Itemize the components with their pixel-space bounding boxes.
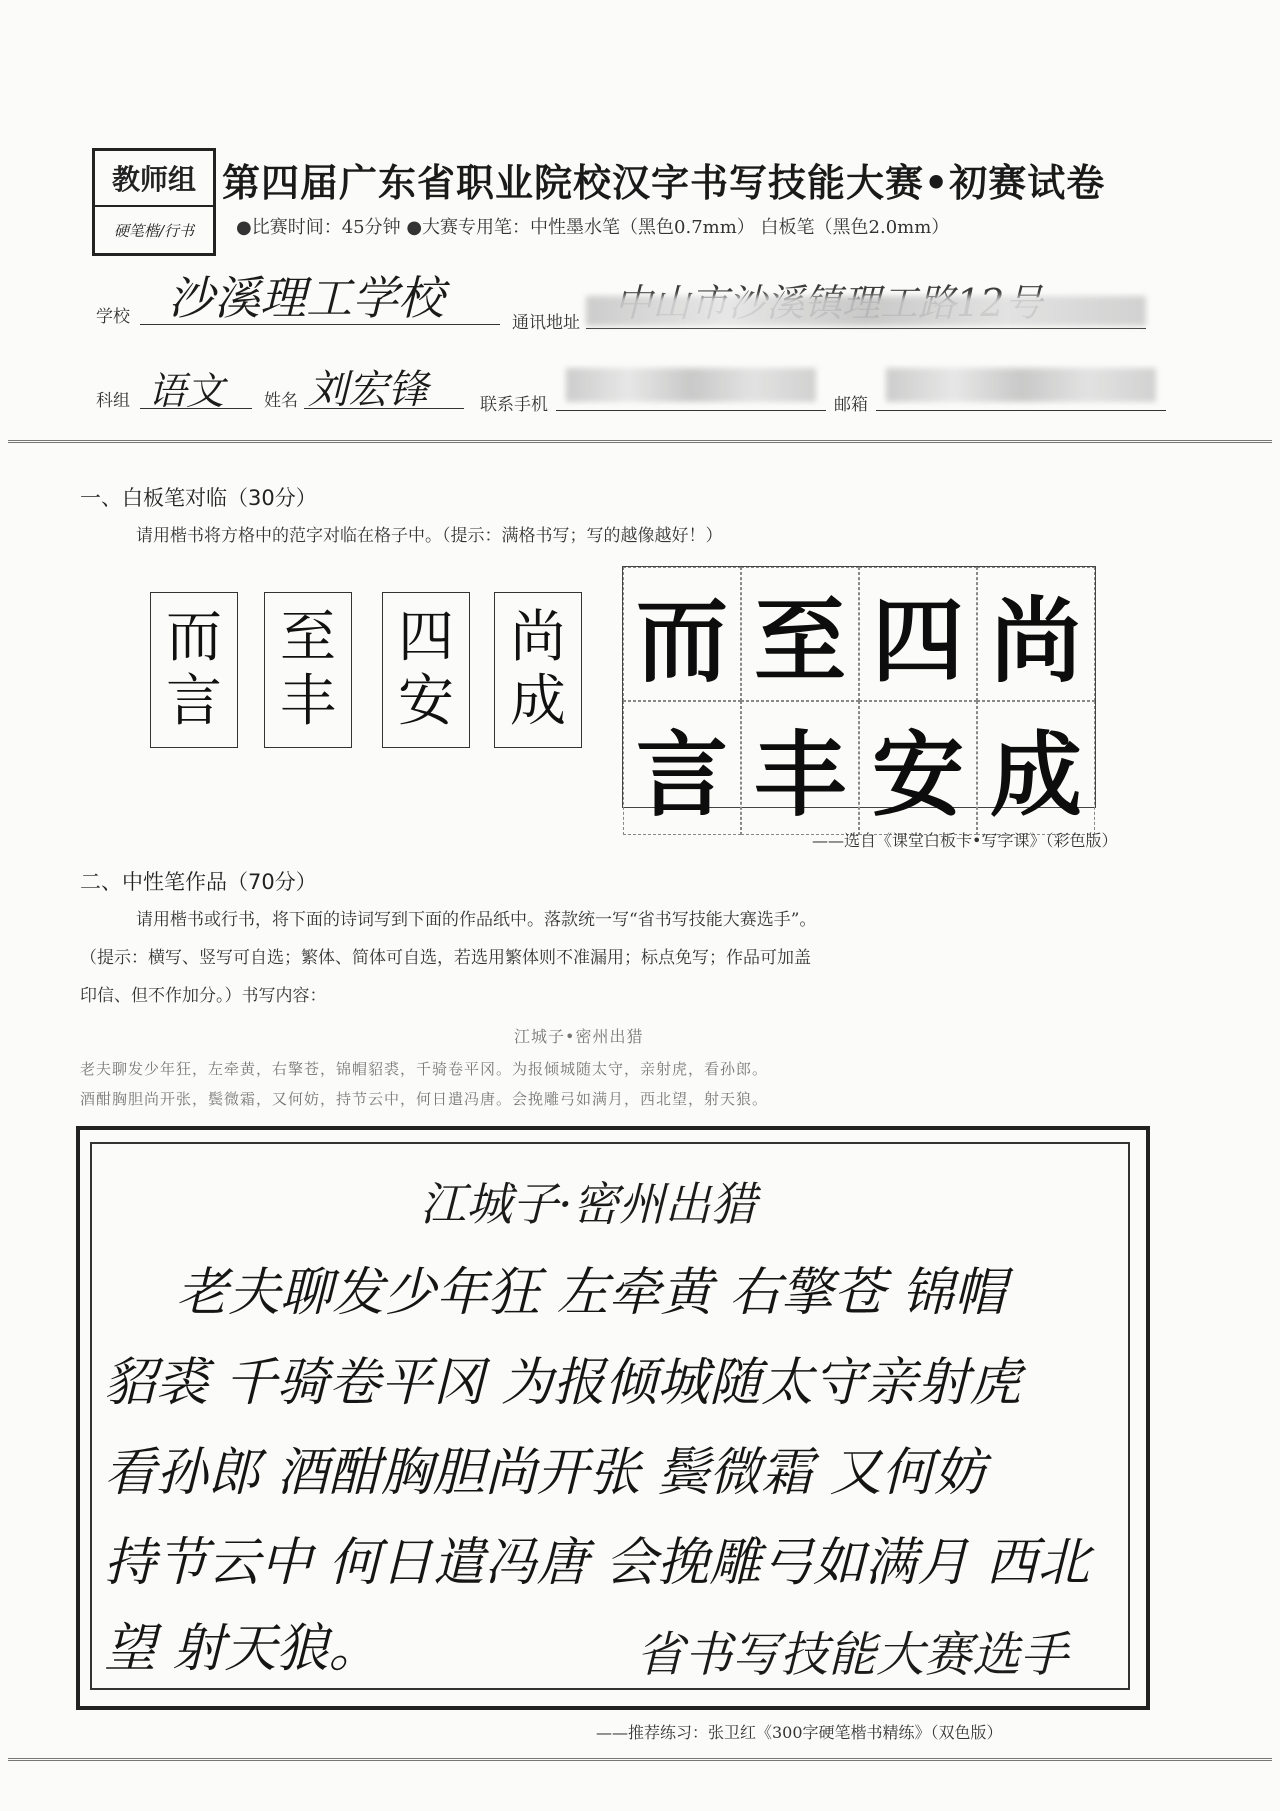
school-value: 沙溪理工学校 [168,271,444,325]
work-line: 持节云中 何日遣冯唐 会挽雕弓如满月 西北 [104,1533,1090,1593]
name-value: 刘宏锋 [308,367,428,413]
poem-line: 老夫聊发少年狂，左牵黄，右擎苍，锦帽貂裘，千骑卷平冈。为报倾城随太守，亲射虎，看孙郎。 [80,1060,769,1078]
subject-label: 科组 [96,391,130,411]
section2-heading: 二、中性笔作品（70分） [80,870,317,894]
section1-heading: 一、白板笔对临（30分） [80,486,317,510]
work-line: 老夫聊发少年狂 左牵黄 右擎苍 锦帽 [176,1263,1006,1323]
section2-instruction-1: 请用楷书或行书，将下面的诗词写到下面的作品纸中。落款统一写“省书写技能大赛选手”。 [136,910,817,930]
grid-character: 而 [623,567,741,701]
exam-title: 第四届广东省职业院校汉字书写技能大赛•初赛试卷 [222,161,1106,205]
name-field[interactable] [304,362,464,413]
school-field[interactable] [140,262,500,325]
email-redaction [886,368,1156,402]
sample-character: 安 [398,669,454,734]
footer-recommendation: ——推荐练习：张卫红《300字硬笔楷书精练》（双色版） [596,1723,1003,1742]
grid-character: 言 [623,701,741,835]
phone-label: 联系手机 [480,395,548,415]
sample-character: 成 [510,669,566,734]
divider [8,440,1272,443]
address-field[interactable] [586,268,1146,329]
grid-character: 丰 [741,701,859,835]
name-label: 姓名 [264,391,298,411]
section1-source: ——选自《课堂白板卡•写字课》（彩色版） [812,831,1118,850]
work-line: 望 射天狼。 [104,1619,381,1679]
sample-character: 而 [166,605,222,670]
grid-character: 成 [977,701,1095,835]
sample-character: 尚 [510,605,566,670]
school-label: 学校 [96,307,130,327]
sample-character-box [264,592,352,748]
work-signature: 省书写技能大赛选手 [636,1627,1069,1683]
sample-character: 四 [398,605,454,670]
group-label: 教师组 [95,151,213,207]
sample-character: 言 [166,669,222,734]
grid-character: 四 [859,567,977,701]
work-line: 貂裘 千骑卷平冈 为报倾城随太守亲射虎 [104,1353,1022,1413]
sample-character-box [494,592,582,748]
work-line: 看孙郎 酒酣胸胆尚开张 鬓微霜 又何妨 [104,1443,986,1503]
phone-field[interactable] [556,364,826,411]
section2-instruction-3: 印信、但不作加分。）书写内容： [80,986,327,1006]
address-label: 通讯地址 [512,313,580,333]
group-style: 硬笔楷/行书 [113,221,195,240]
grid-character: 安 [859,701,977,835]
exam-rules: ●比赛时间：45分钟 ●大赛专用笔：中性墨水笔（黑色0.7mm） 白板笔（黑色2.0mm） [236,217,950,238]
practice-grid[interactable] [622,566,1096,829]
phone-redaction [566,368,816,402]
email-field[interactable] [876,364,1166,411]
section2-instruction-2: （提示：横写、竖写可自选；繁体、简体可自选，若选用繁体则不准漏用；标点免写；作品可加盖 [80,948,811,968]
sample-character: 至 [280,605,336,670]
address-redaction [586,296,1146,326]
divider [8,1758,1272,1761]
grid-character: 至 [741,567,859,701]
work-title: 江城子·密州出猎 [420,1177,757,1231]
subject-field[interactable] [140,362,252,413]
poem-line: 酒酣胸胆尚开张，鬓微霜，又何妨，持节云中，何日遣冯唐。会挽雕弓如满月，西北望，射天狼。 [80,1090,769,1108]
poem-title: 江城子•密州出猎 [514,1027,644,1046]
grid-character: 尚 [977,567,1095,701]
section1-instruction: 请用楷书将方格中的范字对临在格子中。（提示：满格书写；写的越像越好！） [136,526,723,546]
email-label: 邮箱 [834,395,868,415]
sample-character-box [382,592,470,748]
group-box [92,148,216,256]
sample-character: 丰 [280,669,336,734]
subject-value: 语文 [148,369,225,413]
sample-character-box [150,592,238,748]
